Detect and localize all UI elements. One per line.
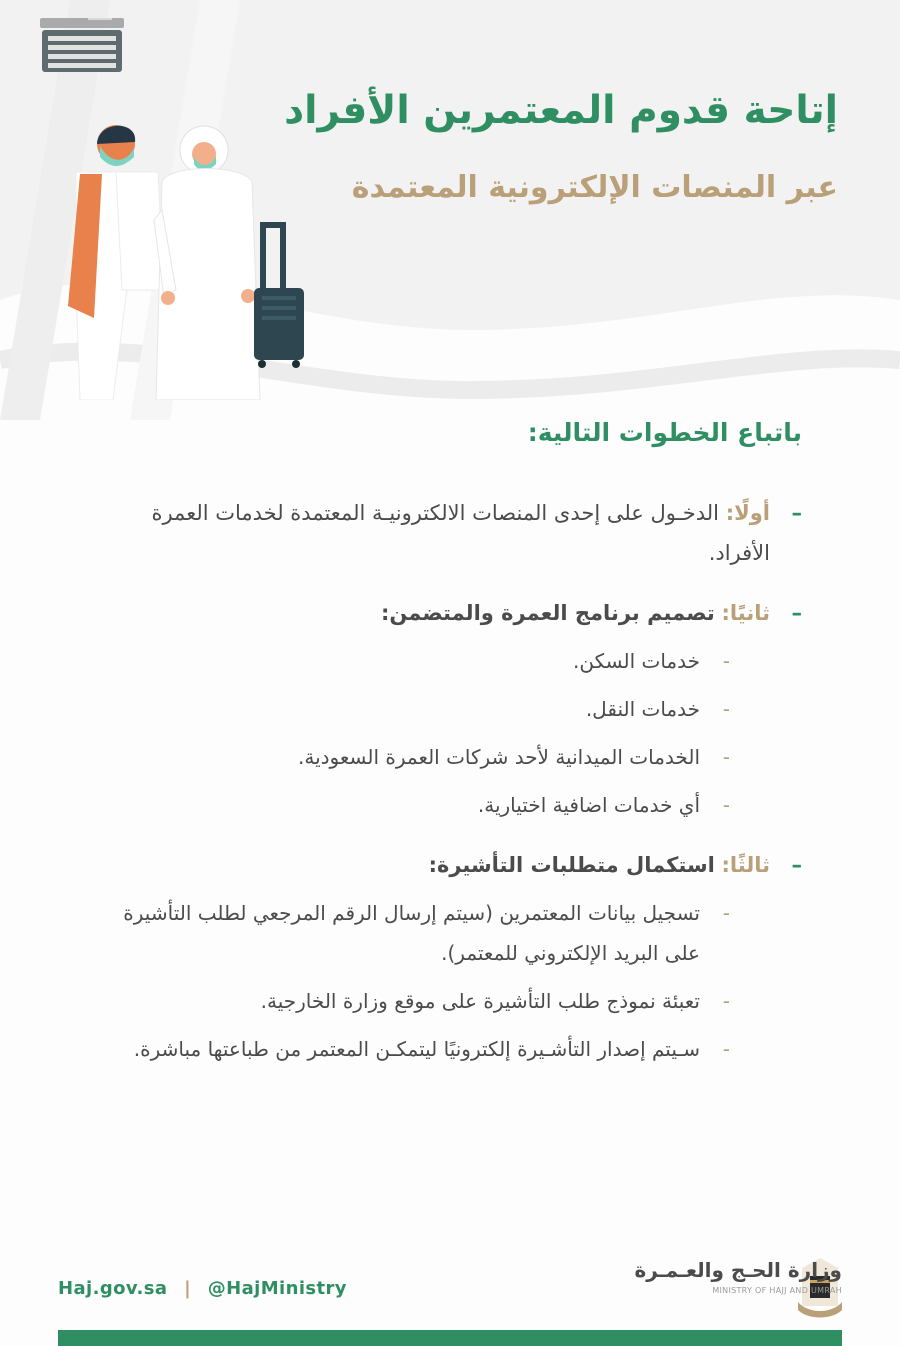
website-link[interactable]: Haj.gov.sa: [58, 1278, 168, 1299]
steps-intro: باتباع الخطوات التالية:: [527, 418, 802, 447]
ministry-logo-arabic: وزارة الحـج والعـمـرة: [634, 1258, 842, 1282]
step-3-title: استكمال متطلبات التأشيرة:: [428, 853, 715, 877]
list-bullet: -: [722, 989, 730, 1013]
page-title: إتاحة قدوم المعتمرين الأفراد: [284, 88, 838, 133]
list-bullet: -: [722, 1037, 730, 1061]
step-3-line: [92, 845, 802, 885]
step-2-list: [92, 641, 802, 825]
bottom-accent-bar: [58, 1330, 842, 1346]
step-3-list: [92, 893, 802, 1069]
list-item: [92, 893, 730, 973]
list-item: [92, 981, 730, 1021]
list-item-text: الخدمات الميدانية لأحد شركات العمرة السعودية.: [297, 745, 700, 769]
page-subtitle: عبر المنصات الإلكترونية المعتمدة: [351, 170, 838, 205]
step-bullet: –: [791, 853, 802, 877]
list-item: [92, 1029, 730, 1069]
step-2-line: [92, 593, 802, 633]
list-item-text: خدمات النقل.: [585, 697, 700, 721]
list-item: [92, 689, 730, 729]
step-1-text: الدخـول على إحدى المنصات الالكترونيـة المعتمدة لخدمات العمرة الأفراد.: [151, 501, 770, 565]
list-item-text: تسجيل بيانات المعتمرين (سيتم إرسال الرقم المرجعي لطلب التأشيرة على البريد الإلكتروني للمعتمر).: [123, 901, 700, 965]
list-bullet: -: [722, 649, 730, 673]
list-item: [92, 641, 730, 681]
list-bullet: -: [722, 793, 730, 817]
list-item-text: تعبئة نموذج طلب التأشيرة على موقع وزارة الخارجية.: [260, 989, 700, 1013]
step-3: [92, 845, 802, 1069]
list-item-text: خدمات السكن.: [573, 649, 700, 673]
list-item: [92, 737, 730, 777]
arrival-board-icon: [40, 18, 124, 74]
footer-links: [58, 1278, 347, 1299]
step-2-title: تصميم برنامج العمرة والمتضمن:: [380, 601, 715, 625]
step-1: [92, 493, 802, 573]
social-handle-link[interactable]: @HajMinistry: [207, 1278, 347, 1299]
step-2: [92, 593, 802, 825]
footer-divider: |: [184, 1278, 192, 1299]
list-bullet: -: [722, 745, 730, 769]
step-bullet: –: [791, 501, 802, 525]
step-3-prefix: ثالثًا:: [721, 853, 770, 877]
list-item-text: أي خدمات اضافية اختيارية.: [477, 793, 700, 817]
ministry-logo-english: MINISTRY OF HAJJ AND UMRAH: [712, 1286, 842, 1295]
list-bullet: -: [722, 697, 730, 721]
step-1-line: [92, 493, 802, 573]
footer: [0, 1230, 900, 1346]
step-bullet: –: [791, 601, 802, 625]
steps-content: [92, 408, 802, 1089]
list-item-text: سـيتم إصدار التأشـيرة إلكترونيًا ليتمكـن المعتمر من طباعتها مباشرة.: [133, 1037, 700, 1061]
list-item: [92, 785, 730, 825]
step-2-prefix: ثانيًا:: [721, 601, 770, 625]
step-1-prefix: أولًا:: [725, 501, 770, 525]
list-bullet: -: [722, 901, 730, 925]
pilgrims-with-suitcase-illustration: [58, 110, 328, 400]
